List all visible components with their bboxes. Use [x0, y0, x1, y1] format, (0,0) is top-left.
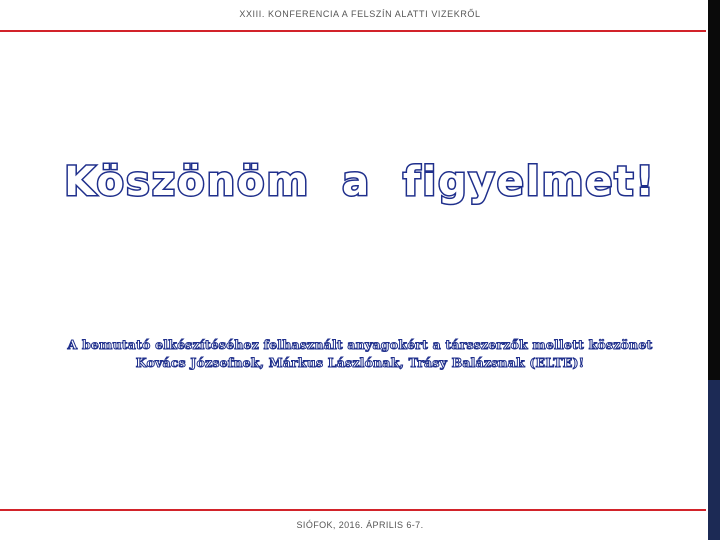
- footer-divider: [0, 509, 706, 511]
- acknowledgement-line-2: Kovács Józsefnek, Márkus Lászlónak, Trásy Balázsnak (ELTE)!: [135, 355, 585, 370]
- header-divider: [0, 30, 706, 32]
- side-strip-bottom: [708, 380, 720, 540]
- slide-title: [0, 145, 720, 215]
- slide-title-text: Köszönöm a figyelmet!: [64, 159, 656, 205]
- conference-header: XXIII. KONFERENCIA A FELSZÍN ALATTI VIZEKRŐL: [239, 9, 481, 19]
- side-strip-top: [708, 0, 720, 380]
- conference-footer: SIÓFOK, 2016. ÁPRILIS 6-7.: [296, 520, 424, 530]
- acknowledgement-line-1: A bemutató elkészítéséhez felhasznált anyagokért a társszerzők mellett köszönet: [67, 337, 653, 352]
- acknowledgement: [60, 336, 660, 372]
